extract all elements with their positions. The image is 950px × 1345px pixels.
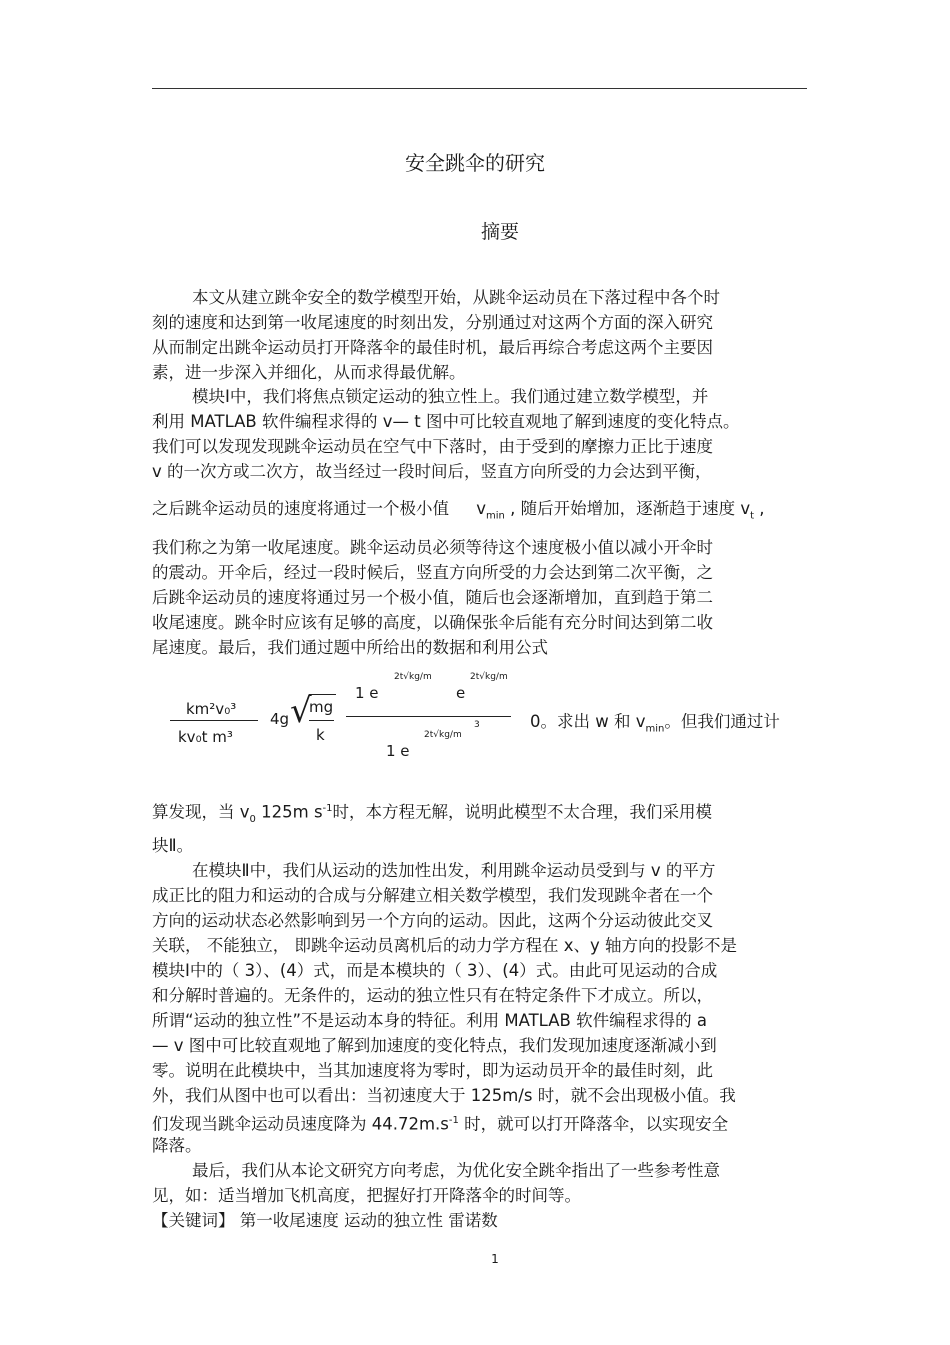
text-line: 收尾速度。跳伞时应该有足够的高度，以确保张伞后能有充分时间达到第二收 — [152, 613, 713, 632]
eq-exponent: 2t√kg/m — [394, 672, 432, 682]
fraction-bar — [346, 716, 511, 717]
text-line: 刻的速度和达到第一收尾速度的时刻出发，分别通过对这两个方面的深入研究 — [152, 313, 713, 332]
text-line: 在模块Ⅱ中，我们从运动的迭加性出发，利用跳伞运动员受到与 v 的平方 — [192, 861, 716, 880]
eq-bot-1: 1 e — [386, 742, 410, 760]
eq-den-left: kv₀t m³ — [178, 728, 233, 746]
text-line: 见，如：适当增加飞机高度，把握好打开降落伞的时间等。 — [152, 1186, 581, 1205]
text-line: 所谓“运动的独立性”不是运动本身的特征。利用 MATLAB 软件编程求得的 a — [152, 1011, 707, 1030]
text-line: 成正比的阻力和运动的合成与分解建立相关数学模型，我们发现跳伞者在一个 — [152, 886, 713, 905]
text-line: 方向的运动状态必然影响到另一个方向的运动。因此，这两个分运动彼此交叉 — [152, 911, 713, 930]
eq-num-left: km²v₀³ — [186, 700, 237, 718]
text-line: 我们可以发现发现跳伞运动员在空气中下落时，由于受到的摩擦力正比于速度 — [152, 437, 713, 456]
eq-4g: 4g — [270, 710, 290, 728]
text-line-v0 — [152, 797, 712, 832]
text-segment: 算发现，当 — [152, 802, 235, 822]
eq-top-2: e — [456, 684, 466, 702]
text-line: 素，进一步深入并细化，从而求得最优解。 — [152, 363, 466, 382]
text-segment: , — [754, 499, 765, 518]
sqrt-overline — [309, 694, 336, 695]
text-line: 从而制定出跳伞运动员打开降落伞的最佳时机，最后再综合考虑这两个主要因 — [152, 338, 713, 357]
sqrt-sign: √ — [290, 691, 312, 731]
text-line: 后跳伞运动员的速度将通过另一个极小值，随后也会逐渐增加，直到趋于第二 — [152, 588, 713, 607]
subscript: min — [645, 723, 665, 735]
text-line: 最后，我们从本论文研究方向考虑，为优化安全跳伞指出了一些参考性意 — [192, 1161, 720, 1180]
eq-sqrt-num: mg — [309, 698, 334, 716]
header-rule — [152, 88, 807, 89]
text-line: 和分解时普遍的。无条件的，运动的独立性只有在特定条件下才成立。所以， — [152, 986, 713, 1005]
text-line: — v 图中可比较直观地了解到加速度的变化特点，我们发现加速度逐渐减小到 — [152, 1036, 717, 1055]
text-segment: 时，就可以打开降落伞，以实现安全 — [458, 1114, 729, 1134]
symbol-v: v — [476, 499, 487, 518]
eq-sqrt-den: k — [316, 726, 325, 744]
text-line: 关联， 不能独立， 即跳伞运动员离机后的动力学方程在 x、y 轴方向的投影不是 — [152, 936, 738, 955]
text-line: 降落。 — [152, 1136, 202, 1155]
superscript: -1 — [448, 1115, 459, 1126]
text-line: 外，我们从图中也可以看出：当初速度大于 125m/s 时，就不会出现极小值。我 — [152, 1086, 736, 1105]
abstract-heading: 摘要 — [480, 221, 519, 243]
text-segment: 之后跳伞运动员的速度将通过一个极小值 — [152, 499, 449, 518]
subscript: 0 — [249, 813, 256, 825]
subscript: t — [750, 510, 755, 522]
text-line: 我们称之为第一收尾速度。跳伞运动员必须等待这个速度极小值以减小开伞时 — [152, 538, 713, 557]
symbol-v0: v — [234, 802, 250, 822]
text-line: 尾速度。最后，我们通过题中所给出的数据和利用公式 — [152, 638, 548, 657]
text-segment: 们发现当跳伞运动员速度降为 44.72m.s — [152, 1114, 449, 1134]
text-segment: 125m s — [255, 802, 323, 822]
text-segment: 。但我们通过计 — [664, 712, 780, 731]
eq-cube: 3 — [474, 720, 480, 730]
text-line: 模块Ⅰ中，我们将焦点锁定运动的独立性上。我们通过建立数学模型，并 — [192, 387, 709, 406]
text-line: 利用 MATLAB 软件编程求得的 v— t 图中可比较直观地了解到速度的变化特点。 — [152, 412, 740, 431]
text-line: 本文从建立跳伞安全的数学模型开始，从跳伞运动员在下落过程中各个时 — [192, 288, 720, 307]
fraction-bar — [170, 720, 258, 721]
text-line: 模块Ⅰ中的（ 3）、(4）式，而是本模块的（ 3）、(4）式。由此可见运动的合成 — [152, 961, 718, 980]
page-number: 1 — [491, 1252, 499, 1266]
text-segment: , 随后开始增加，逐渐趋于速度 v — [504, 499, 751, 518]
paper-title: 安全跳伞的研究 — [405, 151, 545, 175]
text-segment: 0。求出 w 和 v — [530, 712, 646, 731]
text-line: 块Ⅱ。 — [152, 836, 194, 855]
text-line-vmin — [152, 497, 765, 528]
eq-exponent: 2t√kg/m — [424, 730, 462, 740]
superscript: -1 — [322, 803, 333, 814]
keywords-line: 【关键词】 第一收尾速度 运动的独立性 雷诺数 — [152, 1211, 498, 1230]
eq-tail — [530, 708, 780, 734]
text-line: 的震动。开伞后，经过一段时候后，竖直方向所受的力会达到第二次平衡，之 — [152, 563, 713, 582]
eq-exponent: 2t√kg/m — [470, 672, 508, 682]
equation — [168, 668, 808, 768]
text-line: 零。说明在此模块中，当其加速度将为零时，即为运动员开伞的最佳时刻，此 — [152, 1061, 713, 1080]
text-segment: 时，本方程无解，说明此模型不太合理，我们采用模 — [332, 802, 713, 822]
text-line-ms — [152, 1109, 728, 1137]
eq-top-1: 1 e — [355, 684, 379, 702]
subscript: min — [486, 510, 505, 522]
fraction-bar — [309, 720, 334, 721]
text-line: v 的一次方或二次方，故当经过一段时间后，竖直方向所受的力会达到平衡， — [152, 462, 712, 481]
